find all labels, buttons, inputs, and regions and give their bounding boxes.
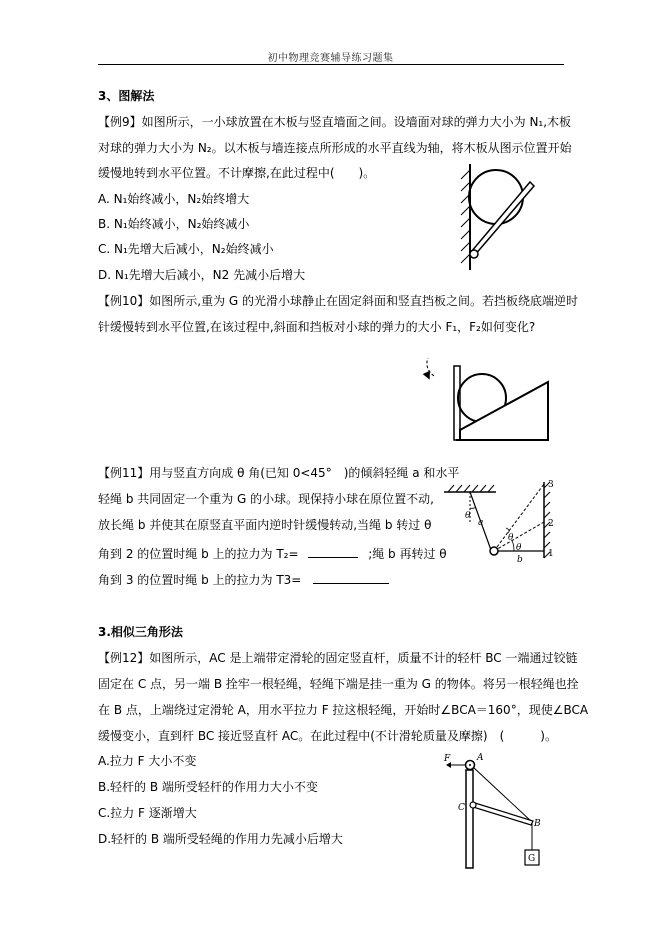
ex9-line-3: 缓慢地转到水平位置。不计摩擦,在此过程中( )。 <box>98 166 376 180</box>
ex11-line-3: 放长绳 b 并使其在原竖直平面内逆时针缓慢转动,当绳 b 转过 θ <box>98 518 432 532</box>
header-rule <box>98 64 564 65</box>
ex11-line-4 <box>98 545 447 561</box>
ex9-line-2: 对球的弹力大小为 N₂。以木板与墙连接点所形成的水平直线为轴，将木板从图示位置开始 <box>98 141 572 155</box>
label-weight-g: G <box>528 854 536 864</box>
section-heading-graphical: 3、图解法 <box>98 89 155 103</box>
ex9-option-d: D. N₁先增大后减小，N2 先减小后增大 <box>98 268 306 282</box>
answer-blank-t3[interactable] <box>313 571 389 584</box>
ex10-figure <box>420 360 555 445</box>
label-position-1: 1 <box>548 549 554 559</box>
label-point-b: B <box>534 819 541 829</box>
ex11-line-1: 【例11】用与竖直方向成 θ 角(已知 0<45° )的倾斜轻绳 a 和水平 <box>98 466 460 480</box>
ex10-line-1: 【例10】如图所示,重为 G 的光滑小球静止在固定斜面和竖直挡板之间。若挡板绕底端逆时 <box>98 294 579 308</box>
label-theta-1: θ <box>465 511 471 521</box>
ex12-line-3: 在 B 点，上端绕过定滑轮 A，用水平拉力 F 拉这根轻绳，开始时∠BCA＝160°，现使∠BCA <box>98 703 589 717</box>
label-position-3: 3 <box>548 480 554 490</box>
ex10-line-2: 针缓慢转到水平位置,在该过程中,斜面和挡板对小球的弹力的大小 F₁，F₂如何变化? <box>98 320 536 334</box>
ex9-figure <box>455 162 565 277</box>
answer-blank-t2[interactable] <box>308 545 358 558</box>
ex9-line-1: 【例9】如图所示，一小球放置在木板与竖直墙面之间。设墙面对球的弹力大小为 N₁,木板 <box>98 115 572 129</box>
ex11-line-5 <box>98 571 389 587</box>
ex11-line-5-text: 角到 3 的位置时绳 b 上的拉力为 T3= <box>98 573 302 587</box>
ex9-option-a: A. N₁始终减小，N₂始终增大 <box>98 192 250 206</box>
ex11-line-4-text: 角到 2 的位置时绳 b 上的拉力为 T₂= <box>98 547 299 561</box>
ex12-line-4: 缓慢变小，直到杆 BC 接近竖直杆 AC。在此过程中(不计滑轮质量及摩擦) ( )。 <box>98 729 557 743</box>
ex11-line-4-tail: ;绳 b 再转过 θ <box>368 547 447 561</box>
ex12-line-2: 固定在 C 点，另一端 B 拴牢一根轻绳，轻绳下端是挂一重为 G 的物体。将另一根轻绳也拴 <box>98 677 579 691</box>
label-rope-a: a <box>478 518 484 528</box>
label-theta-2: θ <box>508 533 514 543</box>
label-theta-3: θ <box>516 543 522 553</box>
ex12-option-a: A.拉力 F 大小不变 <box>98 754 197 768</box>
page-header-title: 初中物理竞赛辅导练习题集 <box>267 53 394 64</box>
ex11-line-2: 轻绳 b 共同固定一个重为 G 的小球。现保持小球在原位置不动, <box>98 492 434 506</box>
label-point-c: C <box>458 803 465 813</box>
ex12-figure <box>440 752 550 870</box>
label-rope-b: b <box>517 555 523 565</box>
ex9-option-c: C. N₁先增大后减小，N₂始终减小 <box>98 242 274 256</box>
ex12-option-c: C.拉力 F 逐渐增大 <box>98 806 197 820</box>
section-heading-similar-triangles: 3.相似三角形法 <box>98 625 183 639</box>
label-force-f: F <box>444 754 451 764</box>
ex12-line-1: 【例12】如图所示，AC 是上端带定滑轮的固定竖直杆，质量不计的轻杆 BC 一端通过铰链 <box>98 651 578 665</box>
ex9-option-b: B. N₁始终减小，N₂始终减小 <box>98 217 250 231</box>
ex12-option-b: B.轻杆的 B 端所受轻杆的作用力大小不变 <box>98 780 318 794</box>
label-point-a: A <box>477 753 484 763</box>
ex11-figure <box>442 478 564 564</box>
ex12-option-d: D.轻杆的 B 端所受轻绳的作用力先减小后增大 <box>98 832 343 846</box>
label-position-2: 2 <box>548 519 554 529</box>
